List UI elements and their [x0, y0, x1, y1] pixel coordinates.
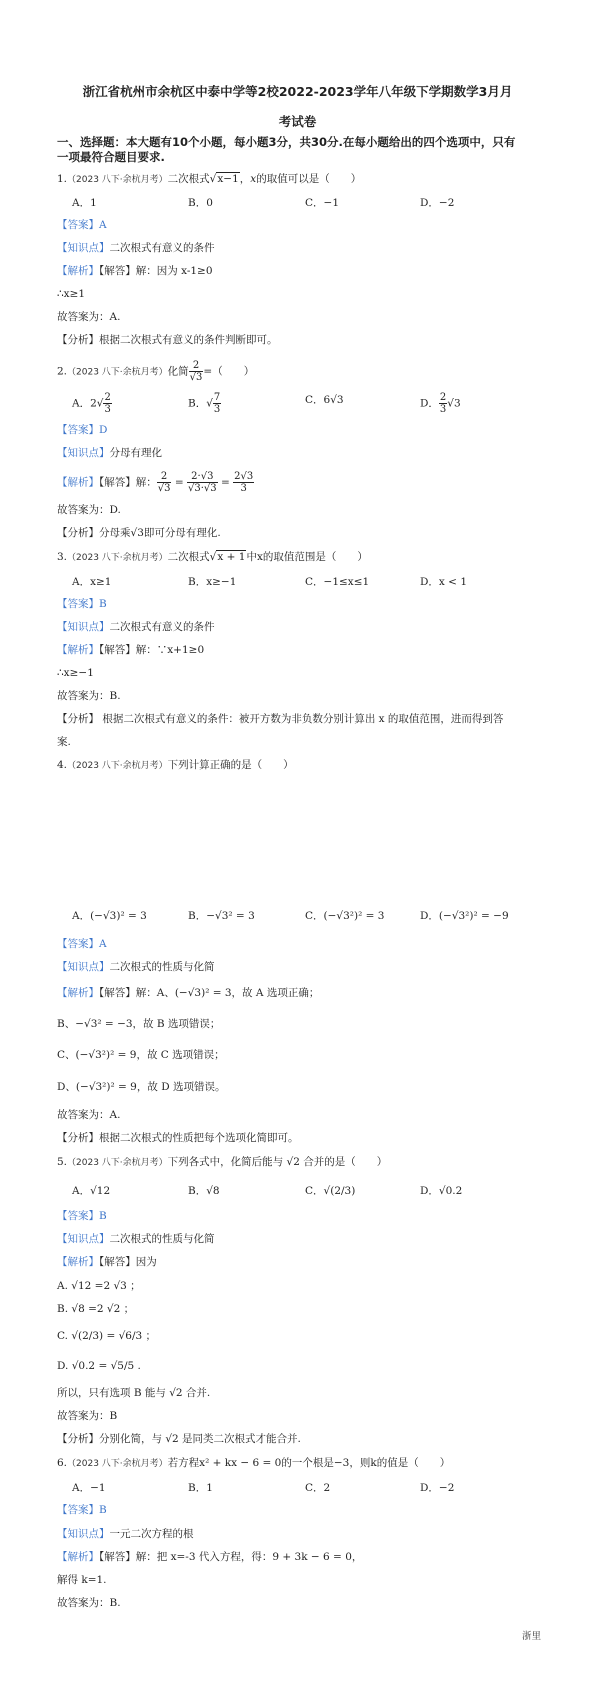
question-2-stem: 2.（2023 八下·余杭月考）化简 $\frac{2}{√3}$ =（ ）: [57, 360, 255, 383]
question-3-answer: 【答案】B: [57, 598, 107, 610]
question-1-stem: 1.（2023 八下·余杭月考）二次根式√x−1，x的取值可以是（ ）: [57, 173, 362, 185]
question-4-stem: 4.（2023 八下·余杭月考）下列计算正确的是（ ）: [57, 759, 294, 771]
question-5-step-a: A. √12 =2 √3 ；: [57, 1280, 141, 1292]
option-a: A．2√ $\frac{2}{3}$: [72, 392, 111, 415]
section-heading-line-2: 一项最符合题目要求.: [57, 150, 165, 164]
option-a: A．−1: [72, 1482, 106, 1494]
option-b: B．−√3² = 3: [188, 910, 255, 922]
section-heading-line-1: 一、选择题：本大题有10个小题，每小题3分，共30分.在每小题给出的四个选项中，只有: [57, 135, 516, 149]
question-5-summary: 所以，只有选项 B 能与 √2 合并.: [57, 1387, 211, 1399]
question-4-answer: 【答案】A: [57, 938, 107, 950]
question-6-conclusion: 故答案为：B.: [57, 1597, 121, 1609]
question-2-conclusion: 故答案为：D.: [57, 504, 121, 516]
question-3-analysis: 【分析】 根据二次根式有意义的条件：被开方数为非负数分别计算出 x 的取值范围，进而得到答: [57, 713, 504, 725]
question-5-answer: 【答案】B: [57, 1210, 107, 1222]
option-a: A．√12: [72, 1185, 111, 1197]
question-6-stem: 6.（2023 八下·余杭月考）若方程x² + kx − 6 = 0的一个根是−3，则k的值是（ ）: [57, 1457, 451, 1469]
question-4-conclusion: 故答案为：A.: [57, 1109, 121, 1121]
question-5-knowledge-point: 【知识点】二次根式的性质与化简: [57, 1233, 215, 1245]
question-1-knowledge-point: 【知识点】二次根式有意义的条件: [57, 242, 215, 254]
question-5-step-c: C. √(2/3) = √6/3 ；: [57, 1330, 157, 1342]
question-3-stem: 3.（2023 八下·余杭月考）二次根式√x + 1中x的取值范围是（ ）: [57, 551, 368, 563]
question-6-answer: 【答案】B: [57, 1504, 107, 1516]
option-b: B．1: [188, 1482, 213, 1494]
question-1-conclusion: 故答案为：A.: [57, 311, 121, 323]
option-c: C．2: [305, 1482, 331, 1494]
option-d: D．−2: [420, 197, 455, 209]
option-b: B．√8: [188, 1185, 220, 1197]
question-1-answer: 【答案】A: [57, 219, 107, 231]
option-d: D．−2: [420, 1482, 455, 1494]
option-d: D．x < 1: [420, 576, 467, 588]
option-a: A．1: [72, 197, 97, 209]
question-2-answer: 【答案】D: [57, 424, 108, 436]
question-2-analysis: 【分析】分母乘√3即可分母有理化.: [57, 527, 221, 539]
question-5-step-b: B. √8 =2 √2 ；: [57, 1303, 135, 1315]
question-2-knowledge-point: 【知识点】分母有理化: [57, 447, 162, 459]
question-1-analysis: 【分析】根据二次根式有意义的条件判断即可。: [57, 334, 278, 346]
question-1-step: ∴x≥1: [57, 288, 86, 300]
question-5-conclusion: 故答案为：B: [57, 1410, 118, 1422]
question-2-explanation: 【解析】【解答】解： $\frac{2}{√3}$ = $\frac{2\cdot√3}{√3\cdot√3}$ = $\frac{2√3}{3}$: [57, 471, 254, 494]
option-c: C．√(2/3): [305, 1185, 356, 1197]
question-4-step-d: D、(−√3²)² = 9，故 D 选项错误。: [57, 1081, 226, 1093]
option-b: B．x≥−1: [188, 576, 237, 588]
option-c: C．−1: [305, 197, 340, 209]
question-6-explanation: 【解析】【解答】解：把 x=-3 代入方程，得：9 + 3k − 6 = 0，: [57, 1551, 363, 1563]
exam-title-line-2: 考试卷: [278, 114, 317, 129]
option-c: C．(−√3²)² = 3: [305, 910, 385, 922]
question-4-step-c: C、(−√3²)² = 9，故 C 选项错误；: [57, 1049, 225, 1061]
question-4-knowledge-point: 【知识点】二次根式的性质与化简: [57, 961, 215, 973]
question-3-conclusion: 故答案为：B.: [57, 690, 121, 702]
option-a: A．(−√3)² = 3: [72, 910, 147, 922]
question-5-stem: 5.（2023 八下·余杭月考）下列各式中，化简后能与 √2 合并的是（ ）: [57, 1156, 388, 1168]
question-4-analysis: 【分析】根据二次根式的性质把每个选项化简即可。: [57, 1132, 299, 1144]
option-d: D．(−√3²)² = −9: [420, 910, 509, 922]
question-1-explanation: 【解析】【解答】解：因为 x-1≥0: [57, 265, 213, 277]
question-4-explanation: 【解析】【解答】解：A、(−√3)² = 3，故 A 选项正确；: [57, 987, 320, 999]
option-b: B．√ $\frac{7}{3}$: [188, 392, 221, 415]
question-3-explanation: 【解析】【解答】解：∵x+1≥0: [57, 644, 205, 656]
question-5-step-d: D. √0.2 = √5/5 .: [57, 1360, 141, 1372]
option-d: D．√0.2: [420, 1185, 463, 1197]
option-c: C．−1≤x≤1: [305, 576, 370, 588]
question-3-knowledge-point: 【知识点】二次根式有意义的条件: [57, 621, 215, 633]
question-3-step: ∴x≥−1: [57, 667, 94, 679]
option-b: B．0: [188, 197, 213, 209]
question-3-analysis-cont: 案.: [57, 736, 71, 748]
question-4-step-b: B、−√3² = −3，故 B 选项错误；: [57, 1018, 221, 1030]
option-d: D． $\frac{2}{3}$ √3: [420, 392, 461, 415]
question-6-knowledge-point: 【知识点】一元二次方程的根: [57, 1528, 194, 1540]
question-6-solution: 解得 k=1.: [57, 1574, 107, 1586]
page-footer: 浙里: [521, 1631, 541, 1642]
question-5-explanation: 【解析】【解答】因为: [57, 1256, 157, 1268]
exam-title-line-1: 浙江省杭州市余杭区中泰中学等2校2022-2023学年八年级下学期数学3月月: [82, 84, 513, 99]
option-c: C．6√3: [305, 394, 344, 406]
question-5-analysis: 【分析】分别化简，与 √2 是同类二次根式才能合并.: [57, 1433, 301, 1445]
option-a: A．x≥1: [72, 576, 112, 588]
